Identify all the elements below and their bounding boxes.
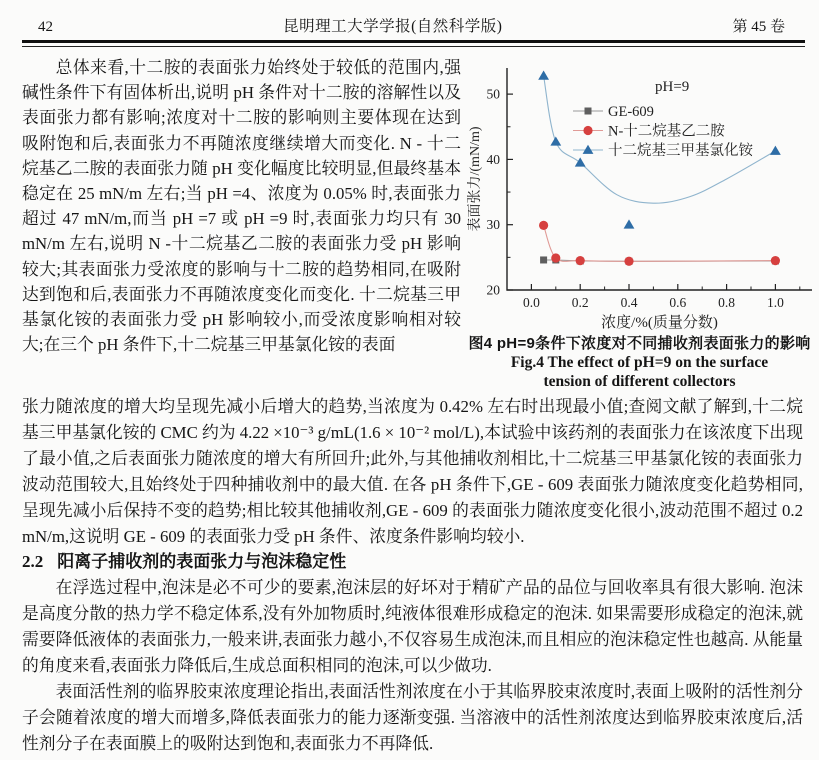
figure4-chart bbox=[467, 60, 819, 330]
header-rule-thick bbox=[22, 40, 805, 43]
section-number: 2.2 bbox=[22, 552, 44, 572]
x-tick-label: 0.0 bbox=[522, 295, 540, 310]
y-tick-label: 20 bbox=[486, 282, 500, 298]
x-tick-label: 0.4 bbox=[620, 295, 638, 310]
full-width-section bbox=[22, 394, 803, 757]
y-axis-label: 表面张力/(mN/m) bbox=[468, 126, 483, 232]
volume-label: 第 45 卷 bbox=[732, 19, 785, 35]
x-tick-label: 1.0 bbox=[766, 295, 784, 310]
section-heading-2-2 bbox=[22, 549, 803, 575]
figure4-caption bbox=[467, 332, 812, 391]
x-tick-label: 0.2 bbox=[571, 295, 589, 310]
series-line bbox=[544, 225, 776, 261]
continuation-paragraph: 张力随浓度的增大均呈现先减小后增大的趋势,当浓度为 0.42% 左右时出现最小值;查阅文献了解到,十二烷基三甲基氯化铵的 CMC 约为 4.22 ×10⁻³ g/mL(1.6 × 10⁻² mol/L),本试验中该药剂的表面张力在该浓度下出现了最小值,之后表面张力随浓度的增大有所回升;此外,与其他捕收剂相比,十二烷基三甲基氯化铵的表面张力波动范围较大,且始终处于四种捕收剂中的最大值. 在各 pH 条件下,GE - 609 表面张力随浓度变化趋势相同,呈现先减小后保持不变的趋势;相比较其他捕收剂,GE - 609 的表面张力随浓度变化很小,波动范围不超过 0.2 mN/m,这说明 GE - 609 的表面张力受 pH 条件、浓度条件影响均较小. bbox=[22, 397, 803, 546]
body-paragraph-1: 在浮选过程中,泡沫是必不可少的要素,泡沫层的好坏对于精矿产品的品位与回收率具有很大影响. 泡沫是高度分散的热力学不稳定体系,没有外加物质时,纯液体很难形成稳定的泡沫. 如果需要形成稳定的泡沫,就需要降低液体的表面张力,一般来讲,表面张力越小,不仅容易生成泡沫,而且相应的泡沫稳定性也越高. 从能量的角度来看,表面张力降低后,生成总面积相同的泡沫,可以少做功. bbox=[22, 578, 803, 676]
marker-triangle bbox=[583, 145, 594, 154]
legend-entry-N-十二烷基乙二胺 bbox=[573, 126, 603, 135]
chart-title: pH=9 bbox=[655, 79, 690, 95]
body-paragraph-left: 总体来看,十二胺的表面张力始终处于较低的范围内,强碱性条件下有固体析出,说明 pH 条件对十二胺的溶解性以及表面张力都有影响;浓度对十二胺的影响则主要体现在达到吸附饱和后,表面张力不再随浓度继续增大而变化. N - 十二烷基乙二胺的表面张力随 pH 变化幅度比较明显,但最终基本稳定在 25 mN/m 左右;当 pH =4、浓度为 0.05% 时,表面张力超过 47 mN/m,而当 pH =7 或 pH =9 时,表面张力均只有 30 mN/m 左右,说明 N -十二烷基乙二胺的表面张力受 pH 影响较大;其表面张力受浓度的影响与十二胺的趋势相同,在吸附达到饱和后,表面张力不再随浓度变化而变化. 十二烷基三甲基氯化铵的表面张力受 pH 影响较小,而受浓度影响相对较大;在三个 pH 条件下,十二烷基三甲基氯化铵的表面 bbox=[22, 58, 461, 355]
left-text-column bbox=[22, 55, 461, 391]
header-rule-thin bbox=[22, 46, 805, 47]
legend-label: N-十二烷基乙二胺 bbox=[608, 123, 725, 140]
marker-square bbox=[540, 256, 547, 263]
body-paragraph-2: 表面活性剂的临界胶束浓度理论指出,表面活性剂浓度在小于其临界胶束浓度时,表面上吸附的活性剂分子会随着浓度的增大而增多,降低表面张力的能力逐渐变强. 当溶液中的活性剂浓度达到临界胶束浓度后,活性剂分子在表面膜上的吸附达到饱和,表面张力不再降低. bbox=[22, 682, 803, 753]
x-axis-label: 浓度/%(质量分数) bbox=[601, 315, 718, 330]
page-number: 42 bbox=[38, 19, 53, 35]
marker-circle bbox=[624, 257, 633, 266]
x-tick-label: 0.6 bbox=[669, 295, 687, 310]
marker-circle bbox=[771, 256, 780, 265]
page-header bbox=[38, 14, 785, 36]
marker-triangle bbox=[575, 157, 586, 166]
y-tick-label: 40 bbox=[486, 151, 500, 167]
marker-circle bbox=[583, 126, 592, 135]
marker-circle bbox=[551, 253, 560, 262]
legend-entry-十二烷基三甲基氯化铵 bbox=[573, 145, 603, 154]
marker-square bbox=[585, 108, 592, 115]
legend-entry-GE-609 bbox=[573, 108, 603, 115]
y-tick-label: 30 bbox=[486, 217, 500, 233]
legend-label: GE-609 bbox=[608, 104, 654, 120]
two-column-section bbox=[22, 55, 819, 391]
figure4-caption-cn: 图4 pH=9条件下浓度对不同捕收剂表面张力的影响 bbox=[468, 335, 811, 352]
marker-circle bbox=[539, 221, 548, 230]
marker-triangle bbox=[770, 146, 781, 155]
marker-triangle bbox=[538, 71, 549, 80]
series-N-十二烷基乙二胺 bbox=[539, 221, 780, 266]
figure-column bbox=[467, 55, 819, 391]
figure4-caption-en-line2: tension of different collectors bbox=[543, 373, 736, 390]
marker-circle bbox=[576, 256, 585, 265]
y-tick-label: 50 bbox=[486, 86, 500, 102]
journal-title: 昆明理工大学学报(自然科学版) bbox=[283, 18, 503, 35]
figure4-chart-host bbox=[467, 60, 819, 330]
x-tick-label: 0.8 bbox=[718, 295, 736, 310]
legend-label: 十二烷基三甲基氯化铵 bbox=[608, 143, 753, 159]
figure4-caption-en-line1: Fig.4 The effect of pH=9 on the surface bbox=[510, 354, 769, 371]
marker-triangle bbox=[550, 136, 561, 145]
marker-triangle bbox=[624, 219, 635, 228]
section-title: 阳离子捕收剂的表面张力与泡沫稳定性 bbox=[57, 552, 347, 572]
